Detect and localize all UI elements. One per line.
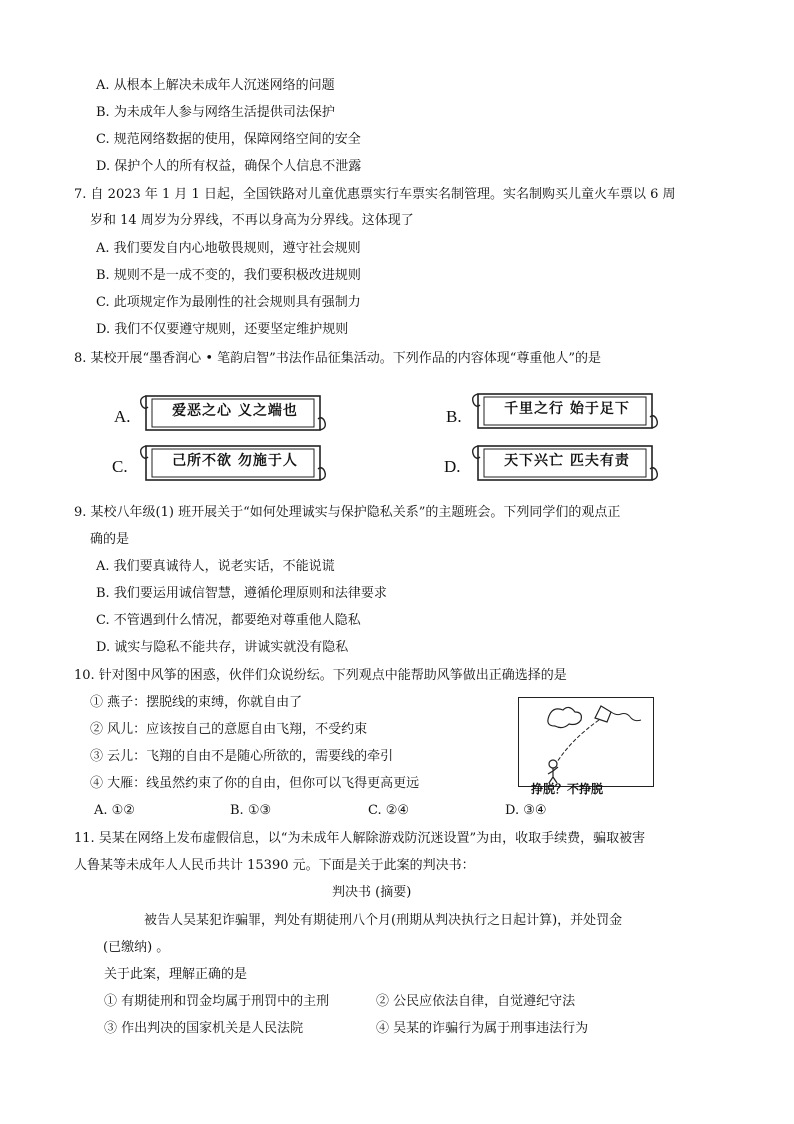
q6-option-a: A. 从根本上解决未成年人沉迷网络的问题: [96, 78, 335, 93]
q8-stem: 8. 某校开展“墨香润心 • 笔韵启智”书法作品征集活动。下列作品的内容体现“尊重他人”的是: [74, 351, 602, 366]
q10-choice-a: A. ①②: [94, 803, 135, 818]
q9-stem-line2: 确的是: [90, 532, 130, 547]
q8-scroll-d-text: 天下兴亡 匹夫有责: [504, 453, 630, 469]
q7-option-c: C. 此项规定作为最刚性的社会规则具有强制力: [96, 295, 361, 310]
q11-item-1: ① 有期徒刑和罚金均属于刑罚中的主刑: [104, 994, 330, 1009]
kite-illustration-icon: [519, 698, 652, 785]
q11-item-4: ④ 吴某的诈骗行为属于刑事违法行为: [376, 1021, 589, 1036]
kite-cartoon: [518, 697, 654, 787]
q7-option-d: D. 我们不仅要遵守规则，还要坚定维护规则: [96, 322, 349, 337]
q10-choice-c: C. ②④: [368, 803, 410, 818]
q11-doc-title: 判决书 (摘要): [332, 885, 412, 900]
q11-prompt: 关于此案，理解正确的是: [104, 967, 248, 982]
q6-option-d: D. 保护个人的所有权益，确保个人信息不泄露: [96, 159, 362, 174]
q6-option-b: B. 为未成年人参与网络生活提供司法保护: [96, 105, 335, 120]
q9-stem-line1: 9. 某校八年级(1) 班开展关于“如何处理诚实与保护隐私关系”的主题班会。下列同学们的观点正: [74, 505, 621, 520]
q7-option-b: B. 规则不是一成不变的，我们要积极改进规则: [96, 268, 361, 283]
q8-letter-a: A.: [114, 407, 131, 426]
q8-letter-d: D.: [444, 457, 461, 476]
q11-doc-body-line1: 被告人吴某犯诈骗罪，判处有期徒刑八个月(刑期从判决执行之日起计算)，并处罚金: [144, 913, 623, 928]
q9-option-a: A. 我们要真诚待人，说老实话，不能说谎: [96, 559, 335, 574]
q7-stem-line1: 7. 自 2023 年 1 月 1 日起，全国铁路对儿童优惠票实行车票实名制管理。实名制购买儿童火车票以 6 周: [74, 187, 676, 202]
q8-scroll-c-text: 己所不欲 勿施于人: [172, 453, 298, 469]
q8-scroll-d: [470, 440, 660, 486]
q10-item-1: ① 燕子：摆脱线的束缚，你就自由了: [90, 695, 303, 710]
q8-scroll-a: [138, 390, 328, 436]
q10-choice-b: B. ①③: [230, 803, 272, 818]
q11-item-2: ② 公民应依法自律，自觉遵纪守法: [376, 994, 576, 1009]
q10-stem: 10. 针对图中风筝的困惑，伙伴们众说纷纭。下列观点中能帮助风筝做出正确选择的是: [74, 668, 567, 683]
q10-item-2: ② 风儿：应该按自己的意愿自由飞翔，不受约束: [90, 722, 368, 737]
q11-doc-body-line2: (已缴纳) 。: [103, 940, 170, 955]
q9-option-d: D. 诚实与隐私不能共存，讲诚实就没有隐私: [96, 640, 349, 655]
q11-item-3: ③ 作出判决的国家机关是人民法院: [104, 1021, 304, 1036]
q8-scroll-b-text: 千里之行 始于足下: [504, 401, 630, 417]
q9-option-c: C. 不管遇到什么情况，都要绝对尊重他人隐私: [96, 613, 361, 628]
q8-scroll-c: [138, 440, 328, 486]
q10-item-3: ③ 云儿：飞翔的自由不是随心所欲的，需要线的牵引: [90, 749, 394, 764]
q11-stem-line1: 11. 吴某在网络上发布虚假信息，以“为未成年人解除游戏防沉迷设置”为由，收取手续费，骗取被害: [74, 831, 646, 846]
kite-caption: 挣脱？不挣脱: [531, 782, 604, 796]
q8-letter-c: C.: [112, 457, 128, 476]
q9-option-b: B. 我们要运用诚信智慧，遵循伦理原则和法律要求: [96, 586, 387, 601]
q10-choice-d: D. ③④: [505, 803, 547, 818]
q10-item-4: ④ 大雁：线虽然约束了你的自由，但你可以飞得更高更远: [90, 776, 420, 791]
q7-option-a: A. 我们要发自内心地敬畏规则，遵守社会规则: [96, 241, 361, 256]
q7-stem-line2: 岁和 14 周岁为分界线，不再以身高为分界线。这体现了: [90, 213, 414, 228]
q6-option-c: C. 规范网络数据的使用，保障网络空间的安全: [96, 132, 361, 147]
q11-stem-line2: 人鲁某等未成年人人民币共计 15390 元。下面是关于此案的判决书：: [74, 858, 475, 873]
q8-scroll-b: [470, 388, 660, 434]
q8-letter-b: B.: [446, 407, 462, 426]
q8-scroll-a-text: 爱恶之心 义之端也: [172, 403, 298, 419]
